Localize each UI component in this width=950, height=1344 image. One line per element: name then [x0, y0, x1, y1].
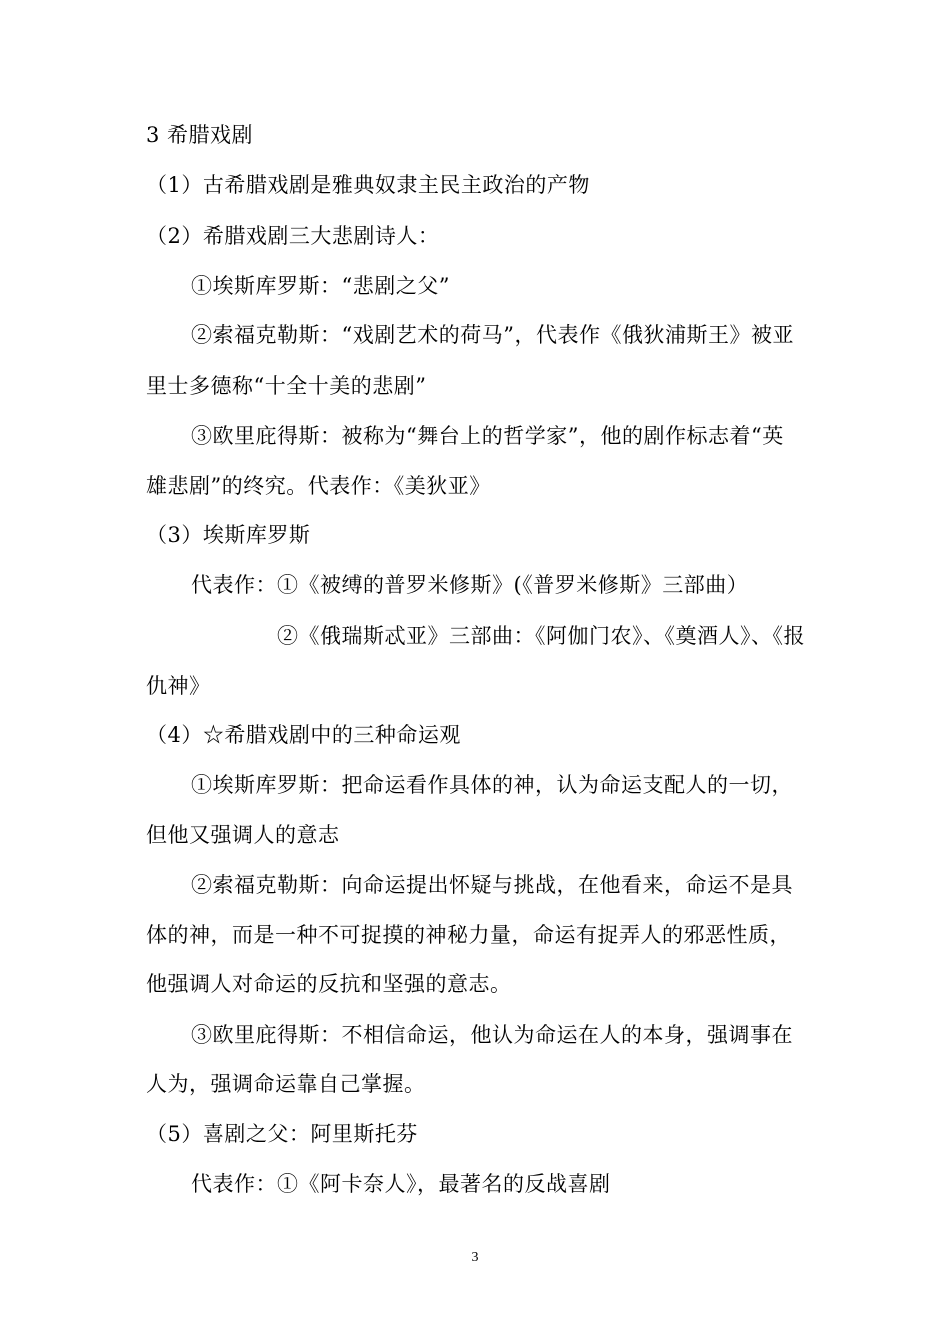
text-line: ③欧里庇得斯：被称为“舞台上的哲学家”，他的剧作标志着“英: [191, 424, 784, 448]
text-line: 代表作：①《阿卡奈人》，最著名的反战喜剧: [191, 1172, 611, 1196]
text-line: 代表作：①《被缚的普罗米修斯》(《普罗米修斯》三部曲）: [191, 573, 749, 597]
text-line: 雄悲剧”的终究。代表作：《美狄亚》: [146, 474, 491, 498]
text-line: ③欧里庇得斯：不相信命运，他认为命运在人的本身，强调事在: [191, 1023, 793, 1047]
text-line: 体的神，而是一种不可捉摸的神秘力量，命运有捉弄人的邪恶性质，: [146, 923, 791, 947]
text-line: ②索福克勒斯：向命运提出怀疑与挑战，在他看来，命运不是具: [191, 873, 793, 897]
text-line: 里士多德称“十全十美的悲剧”: [146, 374, 427, 398]
text-line: （4）☆希腊戏剧中的三种命运观: [146, 723, 461, 747]
page-number: 3: [471, 1250, 479, 1265]
text-line: （2）希腊戏剧三大悲剧诗人：: [146, 224, 440, 248]
text-line: ①埃斯库罗斯：把命运看作具体的神，认为命运支配人的一切，: [191, 773, 793, 797]
text-line: （5）喜剧之父：阿里斯托芬: [146, 1122, 418, 1146]
text-line: 仇神》: [146, 674, 211, 698]
text-line: ①埃斯库罗斯：“悲剧之父”: [191, 274, 450, 298]
section-heading: 3 希腊戏剧: [146, 123, 254, 147]
text-line: 但他又强调人的意志: [146, 823, 340, 847]
text-line: （3）埃斯库罗斯: [146, 523, 311, 547]
text-line: 他强调人对命运的反抗和坚强的意志。: [146, 972, 512, 996]
text-line: ②索福克勒斯：“戏剧艺术的荷马”，代表作《俄狄浦斯王》被亚: [191, 323, 794, 347]
text-line: （1）古希腊戏剧是雅典奴隶主民主政治的产物: [146, 173, 590, 197]
text-line: ②《俄瑞斯忒亚》三部曲：《阿伽门农》、《奠酒人》、《报: [277, 624, 805, 648]
text-line: 人为，强调命运靠自己掌握。: [146, 1072, 426, 1096]
